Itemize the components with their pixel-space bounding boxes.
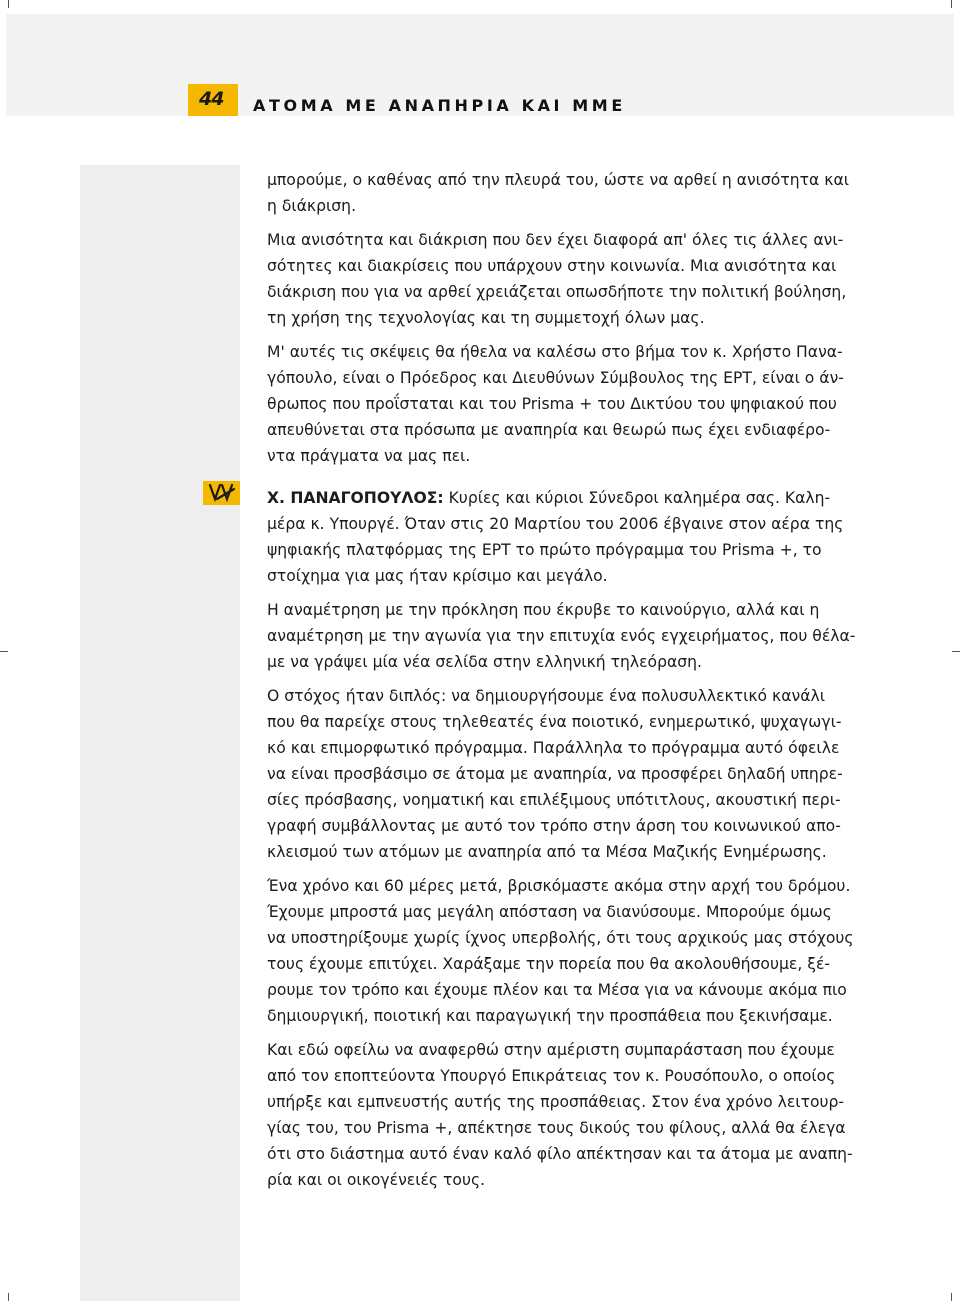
paragraph bbox=[267, 597, 856, 675]
text-line: Και εδώ οφείλω να αναφερθώ στην αμέριστη συμπαράσταση που έχουμε bbox=[267, 1041, 835, 1059]
text-line: που θα παρείχε στους τηλεθεατές ένα ποιοτικό, ενημερωτικό, ψυχαγωγι- bbox=[267, 713, 842, 731]
text-line: κλεισμού των ατόμων με αναπηρία από τα Μέσα Μαζικής Ενημέρωσης. bbox=[267, 843, 827, 861]
text-line: σίες πρόσβασης, νοηματική και επιλέξιμους υπότιτλους, ακουστική περι- bbox=[267, 791, 841, 809]
text-line: ρουμε τον τρόπο και έχουμε πλέον και τα Μέσα για να κάνουμε ακόμα πιο bbox=[267, 981, 847, 999]
text-line: ψηφιακής πλατφόρμας της ΕΡΤ το πρώτο πρόγραμμα του Prisma +, το bbox=[267, 541, 822, 559]
text-line: Μια ανισότητα και διάκριση που δεν έχει διαφορά απ' όλες τις άλλες ανι- bbox=[267, 231, 844, 249]
text-line: δημιουργική, ποιοτική και παραγωγική την προσπάθεια που ξεκινήσαμε. bbox=[267, 1007, 833, 1025]
text-line: μέρα κ. Υπουργέ. Όταν στις 20 Μαρτίου του 2006 έβγαινε στον αέρα της bbox=[267, 515, 844, 533]
crop-mark bbox=[0, 651, 8, 652]
text-line: κό και επιμορφωτικό πρόγραμμα. Παράλληλα το πρόγραμμα αυτό όφειλε bbox=[267, 739, 840, 757]
text-line: γίας του, του Prisma +, απέκτησε τους δικούς του φίλους, αλλά θα έλεγα bbox=[267, 1119, 846, 1137]
speech-intro: Κυρίες και κύριοι Σύνεδροι καλημέρα σας. Καλη- bbox=[443, 489, 831, 507]
text-line: θρωπος που προΐσταται και του Prisma + του Δικτύου του ψηφιακού που bbox=[267, 395, 837, 413]
text-line: η διάκριση. bbox=[267, 197, 357, 215]
text-line: να υποστηρίξουμε χωρίς ίχνος υπερβολής, ότι τους αρχικούς μας στόχους bbox=[267, 929, 854, 947]
text-line: Μ' αυτές τις σκέψεις θα ήθελα να καλέσω στο βήμα τον κ. Χρήστο Πανα- bbox=[267, 343, 843, 361]
text-line: ντα πράγματα να μας πει. bbox=[267, 447, 471, 465]
paragraph bbox=[267, 873, 854, 1029]
speech-paragraph bbox=[267, 485, 844, 589]
text-line: από τον εποπτεύοντα Υπουργό Επικράτειας τον κ. Ρουσόπουλο, ο οποίος bbox=[267, 1067, 836, 1085]
text-line: μπορούμε, ο καθένας από την πλευρά του, ώστε να αρθεί η ανισότητα και bbox=[267, 171, 849, 189]
side-column bbox=[80, 165, 240, 1301]
paragraph bbox=[267, 167, 849, 219]
crop-mark bbox=[8, 0, 9, 8]
text-line: Έχουμε μπροστά μας μεγάλη απόσταση να διανύσουμε. Μπορούμε όμως bbox=[267, 903, 832, 921]
quote-mark-icon bbox=[207, 481, 237, 508]
paragraph bbox=[267, 1037, 853, 1193]
text-line: τη χρήση της τεχνολογίας και τη συμμετοχή όλων μας. bbox=[267, 309, 705, 327]
text-line: γόπουλο, είναι ο Πρόεδρος και Διευθύνων Σύμβουλος της ΕΡΤ, είναι ο άν- bbox=[267, 369, 844, 387]
text-line: Η αναμέτρηση με την πρόκληση που έκρυβε το καινούργιο, αλλά και η bbox=[267, 601, 820, 619]
text-line: τους έχουμε επιτύχει. Χαράξαμε την πορεία που θα ακολουθήσουμε, ξέ- bbox=[267, 955, 830, 973]
text-line bbox=[267, 485, 831, 511]
crop-mark bbox=[951, 1293, 952, 1301]
text-line: ότι στο διάστημα αυτό έναν καλό φίλο απέκτησαν και τα άτομα με αναπη- bbox=[267, 1145, 853, 1163]
text-line: ρία και οι οικογένειές τους. bbox=[267, 1171, 486, 1189]
text-line: στοίχημα για μας ήταν κρίσιμο και μεγάλο. bbox=[267, 567, 608, 585]
text-line: με να γράψει μία νέα σελίδα στην ελληνική τηλεόραση. bbox=[267, 653, 702, 671]
text-line: υπήρξε και εμπνευστής αυτής της προσπάθειας. Στον ένα χρόνο λειτουρ- bbox=[267, 1093, 845, 1111]
text-line: γραφή συμβάλλοντας με αυτό τον τρόπο στην άρση του κοινωνικού απο- bbox=[267, 817, 841, 835]
text-line: Ο στόχος ήταν διπλός: να δημιουργήσουμε ένα πολυσυλλεκτικό κανάλι bbox=[267, 687, 826, 705]
paragraph bbox=[267, 683, 843, 865]
text-line: Ένα χρόνο και 60 μέρες μετά, βρισκόμαστε ακόμα στην αρχή του δρόμου. bbox=[267, 877, 851, 895]
paragraph bbox=[267, 227, 847, 331]
text-line: διάκριση που για να αρθεί χρειάζεται οπωσδήποτε την πολιτική βούληση, bbox=[267, 283, 847, 301]
paragraph bbox=[267, 339, 844, 469]
text-line: να είναι προσβάσιμο σε άτομα με αναπηρία, να προσφέρει δηλαδή υπηρε- bbox=[267, 765, 843, 783]
page-number: 44 bbox=[199, 88, 224, 110]
text-line: σότητες και διακρίσεις που υπάρχουν στην κοινωνία. Μια ανισότητα και bbox=[267, 257, 837, 275]
crop-mark bbox=[951, 0, 952, 8]
body-text bbox=[267, 167, 856, 1193]
speaker-name: Χ. ΠΑΝΑΓΟΠΟΥΛΟΣ: bbox=[267, 489, 444, 507]
crop-mark bbox=[952, 651, 960, 652]
text-line: αναμέτρηση με την αγωνία για την επιτυχία ενός εγχειρήματος, που θέλα- bbox=[267, 627, 856, 645]
header-rule bbox=[6, 116, 954, 118]
text-line: απευθύνεται στα πρόσωπα με αναπηρία και θεωρώ πως έχει ενδιαφέρο- bbox=[267, 421, 831, 439]
section-title: ΑΤΟΜΑ ΜΕ ΑΝΑΠΗΡΙΑ ΚΑΙ ΜΜΕ bbox=[253, 96, 626, 115]
crop-mark bbox=[8, 1293, 9, 1301]
